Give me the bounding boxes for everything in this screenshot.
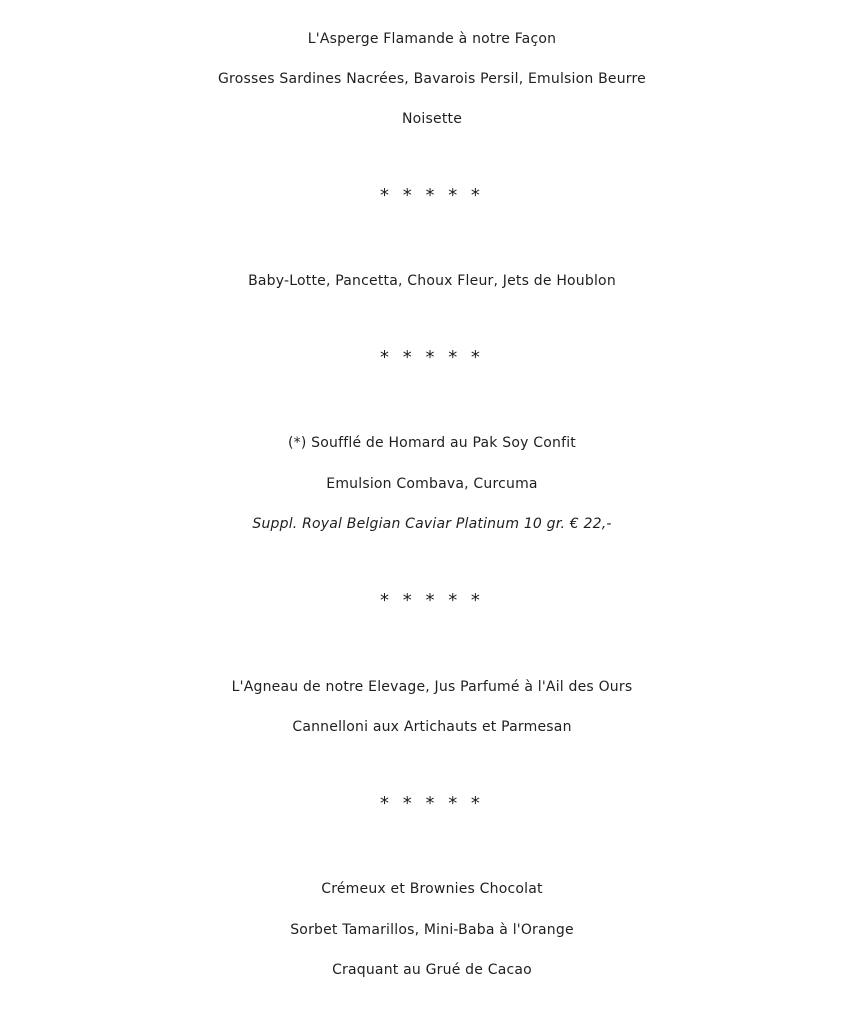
course-3-line-2: Emulsion Combava, Curcuma <box>326 476 538 492</box>
course-5-line-2: Sorbet Tamarillos, Mini-Baba à l'Orange <box>290 922 574 938</box>
course-4-line-1: L'Agneau de notre Elevage, Jus Parfumé à l'Ail des Ours <box>231 679 633 695</box>
course-1-line-2: Grosses Sardines Nacrées, Bavarois Persil, Emulsion Beurre <box>218 71 646 87</box>
separator-3: * * * * * <box>380 590 484 611</box>
course-3-supplement: Suppl. Royal Belgian Caviar Platinum 10 gr. € 22,- <box>252 516 612 532</box>
course-3-line-1: (*) Soufflé de Homard au Pak Soy Confit <box>288 435 576 451</box>
separator-4: * * * * * <box>380 793 484 814</box>
course-4-line-2: Cannelloni aux Artichauts et Parmesan <box>292 719 572 735</box>
separator-2: * * * * * <box>380 347 484 368</box>
course-1-line-1: L'Asperge Flamande à notre Façon <box>307 31 557 47</box>
course-1-line-3: Noisette <box>401 111 463 127</box>
course-2-line-1: Baby-Lotte, Pancetta, Choux Fleur, Jets de Houblon <box>248 273 616 289</box>
course-5-line-1: Crémeux et Brownies Chocolat <box>321 881 543 897</box>
separator-1: * * * * * <box>380 185 484 206</box>
course-5-line-3: Craquant au Grué de Cacao <box>332 962 532 978</box>
